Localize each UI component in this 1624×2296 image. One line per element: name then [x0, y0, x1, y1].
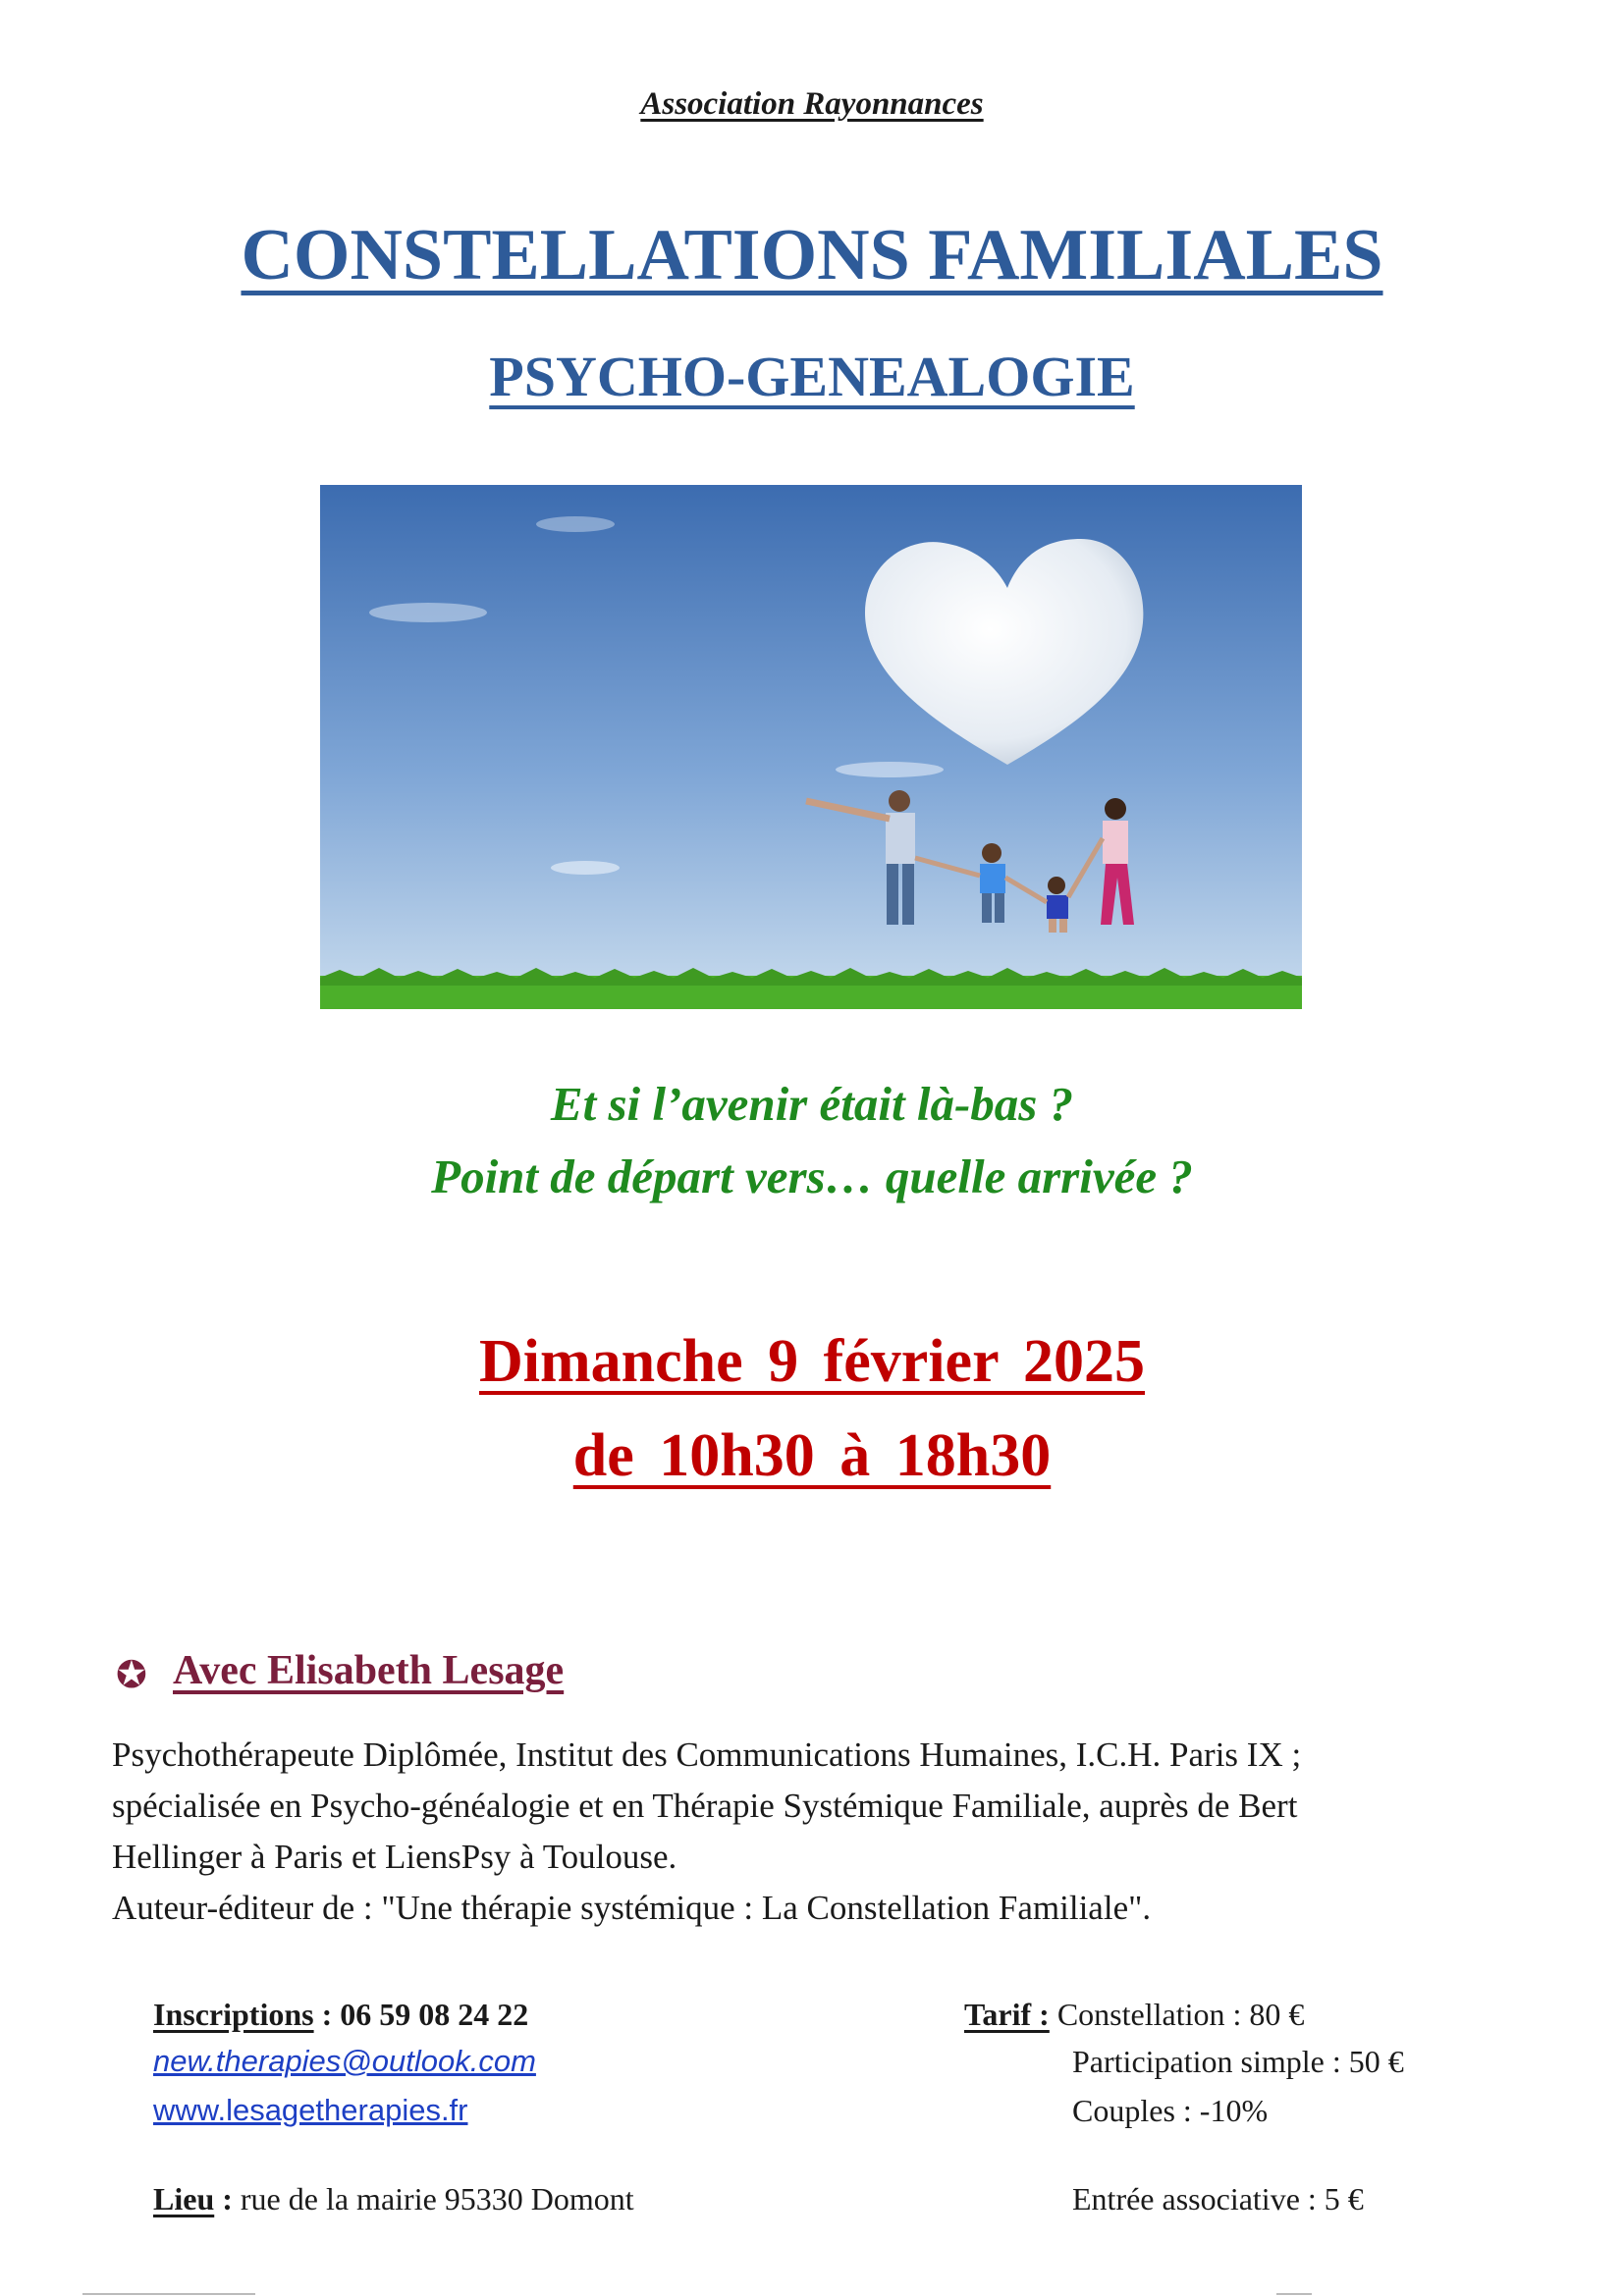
- tagline-line-1: Et si l’avenir était là-bas ?: [550, 1077, 1074, 1131]
- location-label: Lieu: [153, 2181, 215, 2216]
- bio-line: Hellinger à Paris et LiensPsy à Toulouse.: [112, 1838, 677, 1876]
- presenter-bio: [112, 1730, 1506, 1934]
- inscriptions-label: Inscriptions: [153, 1997, 314, 2032]
- footer-divider: [82, 2293, 255, 2295]
- bio-line: Auteur-éditeur de : "Une thérapie systémique : La Constellation Familiale".: [112, 1889, 1152, 1927]
- page-subtitle: PSYCHO-GENEALOGIE: [489, 345, 1135, 408]
- price-entree: Entrée associative : 5 €: [1072, 2181, 1364, 2216]
- page-title: CONSTELLATIONS FAMILIALES: [241, 215, 1383, 295]
- tarif-label: Tarif :: [964, 1997, 1050, 2032]
- location-address: rue de la mairie 95330 Domont: [240, 2181, 634, 2216]
- email-link[interactable]: new.therapies@outlook.com: [153, 2044, 536, 2078]
- presenter-heading: Avec Elisabeth Lesage: [173, 1648, 565, 1693]
- website-link[interactable]: www.lesagetherapies.fr: [153, 2093, 468, 2127]
- footer-divider: [1276, 2293, 1312, 2295]
- tarif-line: [964, 1997, 1304, 2033]
- location-separator: :: [214, 2181, 241, 2216]
- event-date: Dimanche 9 février 2025: [479, 1328, 1145, 1395]
- association-name: Association Rayonnances: [640, 86, 984, 122]
- family-heart-cloud-photo: [320, 485, 1302, 1009]
- price-couples: Couples : -10%: [1072, 2093, 1269, 2128]
- phone-number: 06 59 08 24 22: [340, 1997, 529, 2032]
- inscriptions-line: [153, 1997, 528, 2033]
- tagline-line-2: Point de départ vers… quelle arrivée ?: [431, 1149, 1193, 1203]
- bio-line: spécialisée en Psycho-généalogie et en Thérapie Systémique Familiale, auprès de Bert: [112, 1787, 1298, 1825]
- location-line: [153, 2181, 634, 2217]
- price-constellation: Constellation : 80 €: [1056, 1997, 1305, 2032]
- bio-line: Psychothérapeute Diplômée, Institut des Communications Humaines, I.C.H. Paris IX ;: [112, 1735, 1302, 1774]
- price-participation: Participation simple : 50 €: [1072, 2044, 1404, 2079]
- event-time: de 10h30 à 18h30: [572, 1422, 1052, 1489]
- star-icon: ✪: [116, 1653, 147, 1696]
- inscriptions-separator: :: [313, 1997, 341, 2032]
